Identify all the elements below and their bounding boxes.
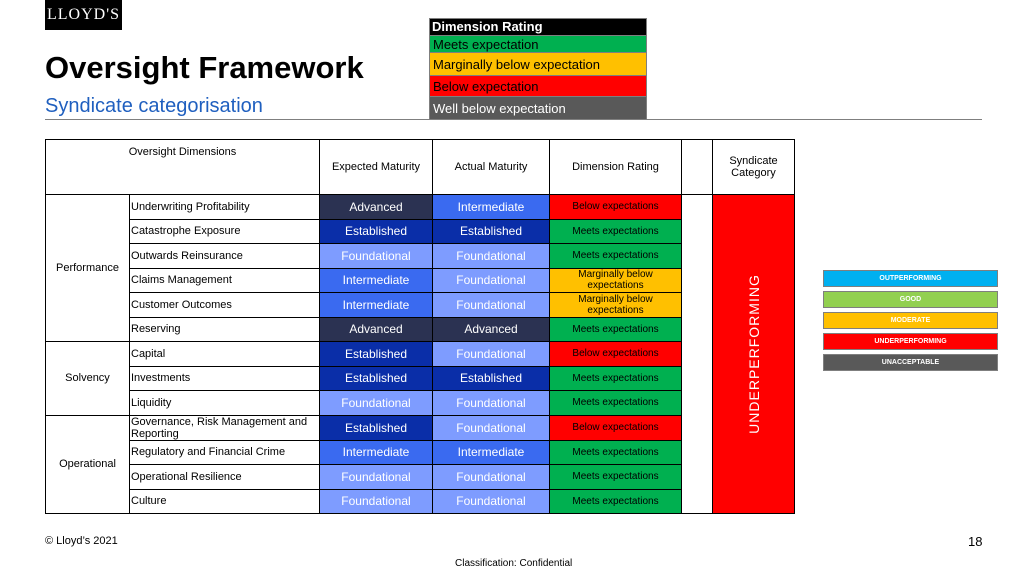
actual-maturity: Foundational: [433, 415, 550, 440]
dimension-rating: Meets expectations: [550, 391, 682, 416]
dimension-legend-title: Dimension Rating: [430, 19, 646, 35]
dimension-name: Customer Outcomes: [130, 293, 320, 318]
copyright: © Lloyd’s 2021: [45, 535, 118, 547]
dimension-name: Claims Management: [130, 268, 320, 293]
dimension-name: Catastrophe Exposure: [130, 219, 320, 244]
category-good: GOOD: [823, 291, 998, 308]
actual-maturity: Foundational: [433, 489, 550, 514]
expected-maturity: Foundational: [320, 465, 433, 490]
dimension-name: Governance, Risk Management and Reporting: [130, 415, 320, 440]
dimension-name: Regulatory and Financial Crime: [130, 440, 320, 465]
dimension-rating: Marginally below expectations: [550, 293, 682, 318]
header-actual-maturity: Actual Maturity: [433, 140, 550, 195]
category-moderate: MODERATE: [823, 312, 998, 329]
header-spacer: [682, 140, 713, 195]
expected-maturity: Established: [320, 366, 433, 391]
lloyds-logo: LLOYD'S: [45, 0, 122, 30]
expected-maturity: Intermediate: [320, 440, 433, 465]
dimension-rating: Meets expectations: [550, 465, 682, 490]
expected-maturity: Established: [320, 219, 433, 244]
legend-meets: Meets expectation: [430, 35, 646, 52]
dimension-name: Culture: [130, 489, 320, 514]
header-syndicate-category: Syndicate Category: [713, 140, 795, 195]
dimension-name: Investments: [130, 366, 320, 391]
dimension-rating: Marginally below expectations: [550, 268, 682, 293]
dimension-rating: Meets expectations: [550, 219, 682, 244]
expected-maturity: Foundational: [320, 244, 433, 269]
table-row: [46, 195, 795, 220]
actual-maturity: Intermediate: [433, 440, 550, 465]
page-subtitle: Syndicate categorisation: [45, 95, 263, 117]
actual-maturity: Foundational: [433, 465, 550, 490]
syndicate-category-value: UNDERPERFORMING: [745, 274, 762, 434]
spacer-column: [682, 195, 713, 514]
oversight-table: [45, 139, 795, 514]
actual-maturity: Foundational: [433, 391, 550, 416]
dimension-rating: Meets expectations: [550, 489, 682, 514]
header-expected-maturity: Expected Maturity: [320, 140, 433, 195]
actual-maturity: Advanced: [433, 317, 550, 342]
legend-below: Below expectation: [430, 75, 646, 96]
header-oversight-dimensions: Oversight Dimensions: [46, 140, 320, 195]
dimension-name: Underwriting Profitability: [130, 195, 320, 220]
category-underperforming: UNDERPERFORMING: [823, 333, 998, 350]
dimension-rating: Below expectations: [550, 342, 682, 367]
category-outperforming: OUTPERFORMING: [823, 270, 998, 287]
expected-maturity: Advanced: [320, 317, 433, 342]
dimension-rating-legend: [429, 18, 647, 120]
dimension-rating: Meets expectations: [550, 366, 682, 391]
expected-maturity: Advanced: [320, 195, 433, 220]
legend-marginally-below: Marginally below expectation: [430, 52, 646, 75]
group-label: Operational: [46, 415, 130, 514]
expected-maturity: Foundational: [320, 489, 433, 514]
dimension-name: Operational Resilience: [130, 465, 320, 490]
actual-maturity: Foundational: [433, 293, 550, 318]
actual-maturity: Foundational: [433, 244, 550, 269]
dimension-name: Liquidity: [130, 391, 320, 416]
actual-maturity: Intermediate: [433, 195, 550, 220]
syndicate-category-cell: [713, 195, 795, 514]
header-dimension-rating: Dimension Rating: [550, 140, 682, 195]
actual-maturity: Established: [433, 366, 550, 391]
legend-well-below: Well below expectation: [430, 96, 646, 119]
classification: Classification: Confidential: [455, 558, 573, 569]
category-legend: [823, 270, 998, 375]
expected-maturity: Intermediate: [320, 293, 433, 318]
dimension-rating: Meets expectations: [550, 317, 682, 342]
dimension-name: Reserving: [130, 317, 320, 342]
expected-maturity: Established: [320, 342, 433, 367]
group-label: Solvency: [46, 342, 130, 416]
actual-maturity: Foundational: [433, 268, 550, 293]
dimension-rating: Meets expectations: [550, 244, 682, 269]
dimension-name: Capital: [130, 342, 320, 367]
page-number: 18: [968, 534, 983, 549]
group-label: Performance: [46, 195, 130, 342]
expected-maturity: Intermediate: [320, 268, 433, 293]
expected-maturity: Foundational: [320, 391, 433, 416]
dimension-rating: Below expectations: [550, 195, 682, 220]
dimension-rating: Meets expectations: [550, 440, 682, 465]
dimension-name: Outwards Reinsurance: [130, 244, 320, 269]
dimension-rating: Below expectations: [550, 415, 682, 440]
expected-maturity: Established: [320, 415, 433, 440]
actual-maturity: Foundational: [433, 342, 550, 367]
actual-maturity: Established: [433, 219, 550, 244]
page-title: Oversight Framework: [45, 50, 364, 85]
category-unacceptable: UNACCEPTABLE: [823, 354, 998, 371]
